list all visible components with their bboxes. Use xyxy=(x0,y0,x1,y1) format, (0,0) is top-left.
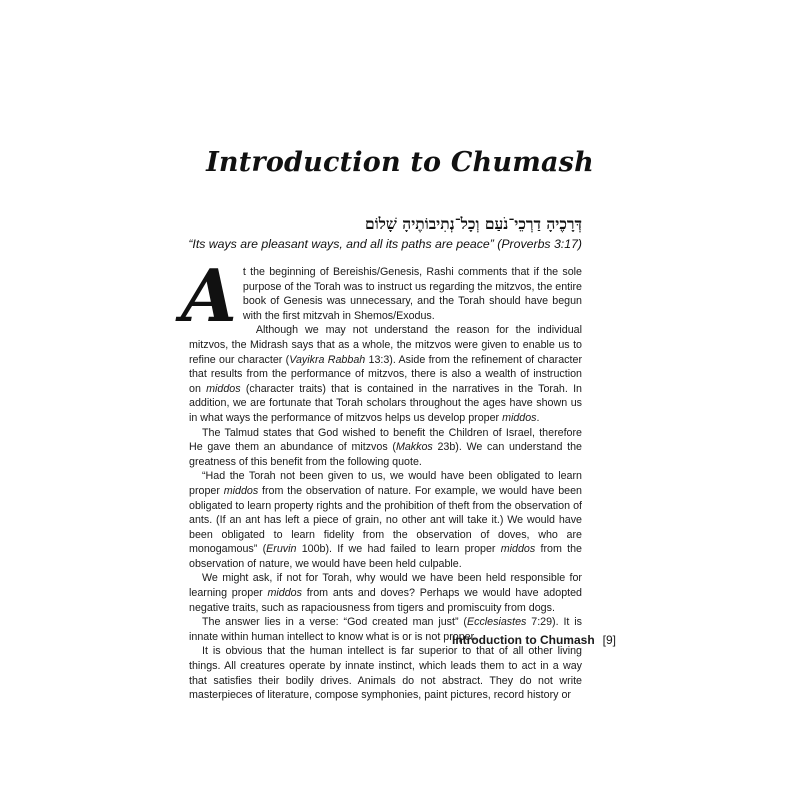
page-number: [9] xyxy=(602,633,616,647)
paragraph-text: 100b). If we had failed to learn proper xyxy=(296,543,501,556)
paragraph-text: “Had the Torah not been given to us, we would have been obligated to learn proper xyxy=(189,470,582,497)
paragraph-text: 13:3). Aside from the refinement of character that results from the performance of mitzvos, there is also a wealth of instruction on xyxy=(189,353,582,395)
paragraph xyxy=(189,323,582,425)
paragraph xyxy=(181,253,582,338)
paragraph-text: It is obvious that the human intellect is far superior to that of all other living things. All creatures operate by innate instinct, which leads them to act in a way that satisfies their bodily drives. Animals do not abstract. They do not write masterpieces of literature, compose symphonies, paint pictures, record history or xyxy=(189,645,582,702)
page-title: Introduction to Chumash xyxy=(206,147,594,178)
paragraph xyxy=(189,469,582,571)
italic-term: middos xyxy=(502,411,537,424)
paragraph-text: t the beginning of Bereishis/Genesis, Rashi comments that if the sole purpose of the Torah was to instruct us regarding the mitzvos, the entire book of Genesis was unnecessary, and the Torah should have begun with the first mitzvah in Shemos/Exodus. xyxy=(242,266,582,322)
paragraph-text: from the observation of nature. For example, we would have been obligated to learn property rights and the prohibition of theft from the observation of ants. (If an ant has left a piece of grain, no other ant will take it.) We would have been obligated to learn fidelity from the observation of doves, who are monogamous” ( xyxy=(189,484,582,556)
paragraph-text: from the observation of nature, we would have been held culpable. xyxy=(189,543,582,570)
paragraph-text: from ants and doves? Perhaps we would have adopted negative traits, such as rapaciousness from tigers and promiscuity from dogs. xyxy=(189,587,582,614)
running-head: Introduction to Chumash xyxy=(452,633,595,647)
page-footer xyxy=(452,633,616,647)
paragraph-text: We might ask, if not for Torah, why would we have been held responsible for learning proper xyxy=(189,572,582,600)
paragraph-text: 7:29). It is innate within human intellect to know what is or is not proper. xyxy=(189,616,582,643)
italic-term: middos xyxy=(267,587,302,600)
italic-term: middos xyxy=(206,382,241,395)
paragraph-text: The answer lies in a verse: “God created man just” ( xyxy=(202,616,467,629)
paragraph-text: Although we may not understand the reason for the individual mitzvos, the Midrash says that as a whole, the mitzvos were given to enable us to refine our character ( xyxy=(189,324,582,366)
paragraph xyxy=(189,426,582,470)
italic-term: Eruvin xyxy=(266,543,297,556)
paragraph-text: 23b). We can understand the greatness of this benefit from the following quote. xyxy=(189,441,582,468)
paragraph-text: The Talmud states that God wished to benefit the Children of Israel, therefore He gave them an abundance of mitzvos ( xyxy=(189,426,582,454)
drop-cap: A xyxy=(181,253,237,338)
epigraph-english: “Its ways are pleasant ways, and all its paths are peace” (Proverbs 3:17) xyxy=(188,237,582,251)
epigraph-hebrew: דְּרָכֶיהָ דַרְכֵי־נֹעַם וְכָל־נְתִיבוֹתֶיהָ שָׁלוֹם xyxy=(365,214,582,233)
italic-term: Vayikra Rabbah xyxy=(289,353,366,366)
italic-term: middos xyxy=(223,484,259,497)
italic-term: Ecclesiastes xyxy=(466,616,527,629)
paragraph-text: . xyxy=(536,411,540,424)
paragraph xyxy=(189,571,582,615)
italic-term: middos xyxy=(500,543,536,556)
italic-term: Makkos xyxy=(395,441,433,454)
paragraph xyxy=(189,644,582,702)
paragraph-text: (character traits) that is contained in the narratives in the Torah. In addition, we are fortunate that Torah scholars throughout the ages have shown us in what ways the performance of mitzvos helps us develop proper xyxy=(189,382,582,424)
